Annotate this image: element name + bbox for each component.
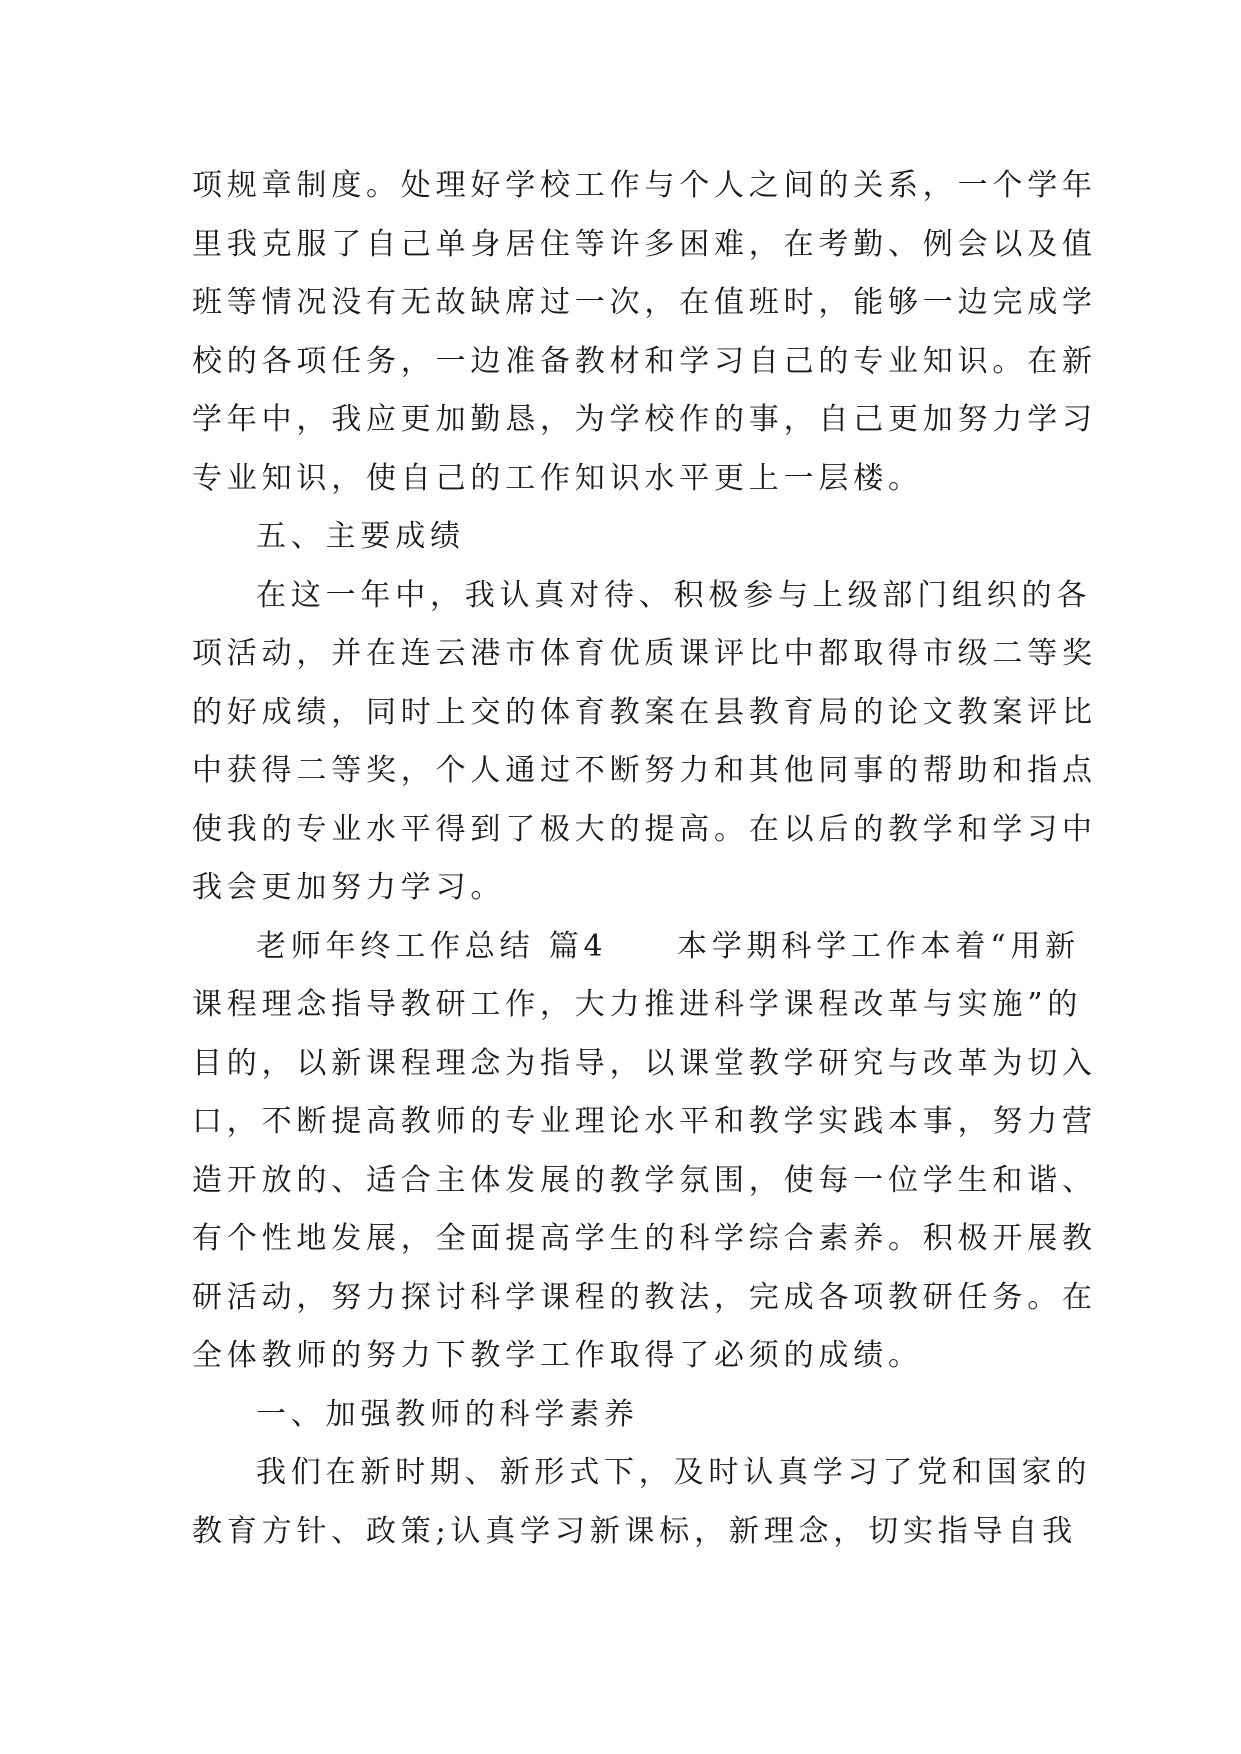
text-line: 一、加强教师的科学素养 [256, 1396, 639, 1432]
text-line: 的好成绩，同时上交的体育教案在县教育局的论文教案评比 [192, 694, 1097, 730]
text-line: 有个性地发展，全面提高学生的科学综合素养。积极开展教 [192, 1221, 1097, 1256]
text-line: 项活动，并在连云港市体育优质课评比中都取得市级二等奖 [192, 636, 1097, 671]
text-line: 我会更加努力学习。 [192, 870, 506, 905]
text-line: 中获得二等奖，个人通过不断努力和其他同事的帮助和指点 [192, 753, 1097, 788]
text-line: 我们在新时期、新形式下，及时认真学习了党和国家的 [256, 1455, 1092, 1490]
text-line: 目的，以新课程理念为指导，以课堂教学研究与改革为切入 [192, 1045, 1097, 1081]
body-text [192, 157, 1097, 1561]
text-line: 研活动，努力探讨科学课程的教法，完成各项教研任务。在 [192, 1279, 1097, 1315]
text-line: 造开放的、适合主体发展的教学氛围，使每一位学生和谐、 [192, 1162, 1097, 1198]
text-line: 在这一年中，我认真对待、积极参与上级部门组织的各 [256, 577, 1092, 613]
text-line: 教育方针、政策;认真学习新课标，新理念，切实指导自我 [192, 1513, 1077, 1549]
text-line: 项规章制度。处理好学校工作与个人之间的关系，一个学年 [192, 168, 1097, 203]
text-line: 口，不断提高教师的专业理论水平和教学实践本事，努力营 [192, 1104, 1097, 1139]
text-line: 校的各项任务，一边准备教材和学习自己的专业知识。在新 [192, 343, 1097, 379]
text-line: 老师年终工作总结 篇4 本学期科学工作本着“用新 [256, 928, 1080, 964]
text-line: 专业知识，使自己的工作知识水平更上一层楼。 [192, 460, 923, 496]
text-line: 使我的专业水平得到了极大的提高。在以后的教学和学习中 [192, 811, 1097, 847]
text-line: 课程理念指导教研工作，大力推进科学课程改革与实施”的 [192, 987, 1083, 1022]
text-line: 里我克服了自己单身居住等许多困难，在考勤、例会以及值 [192, 226, 1097, 262]
text-line: 五、主要成绩 [256, 519, 465, 554]
text-line: 班等情况没有无故缺席过一次，在值班时，能够一边完成学 [192, 285, 1097, 320]
text-line: 学年中，我应更加勤恳，为学校作的事，自己更加努力学习 [192, 402, 1097, 437]
text-line: 全体教师的努力下教学工作取得了必须的成绩。 [192, 1338, 923, 1373]
